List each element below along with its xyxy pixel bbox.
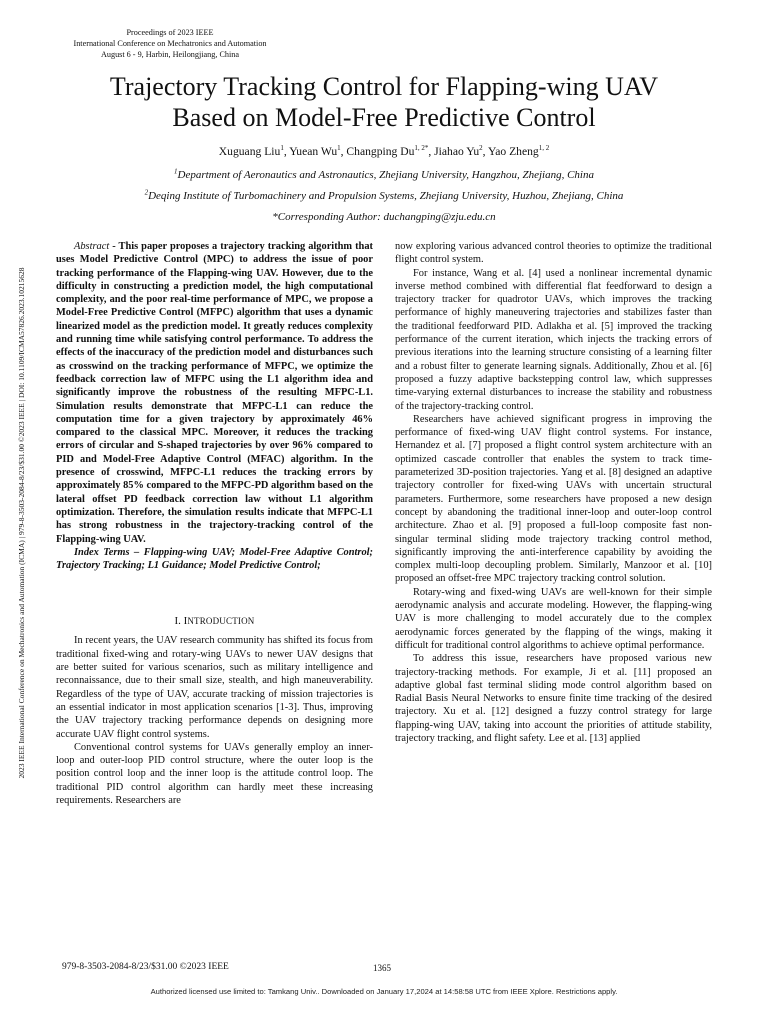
corresponding-author: *Corresponding Author: duchangping@zju.edu.cn <box>272 211 496 223</box>
affil-text: Department of Aeronautics and Astronautics, Zhejiang University, Hangzhou, Zhejiang, China <box>177 169 594 181</box>
title-line: Trajectory Tracking Control for Flapping-wing UAV <box>109 72 659 101</box>
abstract-body: - This paper proposes a trajectory tracking algorithm that uses Model Predictive Control (MPC) to address the issue of poor tracking performance of the Flapping-wing UAV. However, due to the difficulty in constructing a prediction model, the high computational complexity, and the poor real-time performance of MPC, we propose a Model-Free Predictive Control (MFPC) algorithm that uses a dynamic linearized model as the prediction model. It greatly reduces complexity and running time while satisfying control performance. To address the effects of the inaccuracy of the prediction model and disturbances such as crosswind on the tracking performance of MFPC, we optimize the feedback correction law of MFPC using the L1 algorithm idea and significantly improve the robustness of the resulting MFPC-L1. Simulation results demonstrate that MFPC-L1 can reduce the computation time for a given trajectory by approximately 46% compared to the classical MPC. Moreover, it reduces the tracking errors of circular and S-shaped trajectories by over 96% compared to PID and Model-Free Adaptive Control (MFAC) algorithm. In the presence of crosswind, MFPC-L1 reduces the tracking errors by approximately 85% compared to the MFPC-PD algorithm based on the lateral offset PD feedback correction law without L1 algorithm optimization. Therefore, the simulation results indicate that MFPC-L1 has strong robustness in the trajectory-tracking control of the Flapping-wing UAV. <box>56 241 373 545</box>
author-affil: 2 <box>479 144 483 153</box>
section-title-first: I <box>183 615 188 628</box>
sidebar-text: 2023 IEEE International Conference on Mechatronics and Automation (ICMA) | 979-8-3503-2084-8/23/$31.00 ©2023 IEEE | DOI: 10.1109/ICMA57826.2023.10215628 <box>17 267 26 779</box>
abstract-lead: Abstract <box>74 241 110 252</box>
page-number: 1365 <box>373 963 391 973</box>
section-heading <box>56 614 373 628</box>
author-affil: 1 <box>280 144 284 153</box>
body-paragraph: In recent years, the UAV research community has shifted its focus from traditional fixed-wing and rotary-wing UAVs to newer UAV designs that are better suited for various scenarios, such as military intelligence and reconnaissance, due to their small size, stealth, and high maneuverability. Regardless of the type of UAV, accurate tracking of mission trajectories is an essential indicator in most application scenarios [1-3]. Thus, improving the UAV trajectory tracking performance depends on designing more accurate UAV flight control systems. <box>56 635 373 740</box>
conference-line: August 6 - 9, Harbin, Heilongjiang, China <box>100 50 240 60</box>
body-paragraph: To address this issue, researchers have proposed various new trajectory-tracking methods. For example, Ji et al. [11] proposed an adaptive global fast terminal sliding mode control algorithm based on Radial Basis Neural Networks to ensure finite time tracking of the desired trajectory. Xu et al. [12] designed a fuzzy control strategy for large flapping-wing UAV, taking into account the priorities of attitude stability, trajectory tracking, and flight safety. Lee et al. [13] applied <box>395 653 712 744</box>
author-name: Changping Du <box>346 145 415 158</box>
affil-mark: 1 <box>174 167 178 176</box>
author-name: Jiahao Yu <box>434 145 480 158</box>
affil-mark: 2 <box>144 188 149 197</box>
right-column <box>395 240 712 745</box>
abstract <box>56 240 373 546</box>
section-title-rest: NTRODUCTION <box>187 616 255 627</box>
conference-line: Proceedings of 2023 IEEE <box>126 28 214 37</box>
index-terms: Index Terms – Flapping-wing UAV; Model-Free Adaptive Control; Trajectory Tracking; L1 Guidance; Model Predictive Control; <box>56 546 373 572</box>
author-name: Yuean Wu <box>289 145 338 158</box>
body-paragraph: For instance, Wang et al. [4] used a nonlinear incremental dynamic inverse method combined with differential flat feedforward to design a trajectory tracker for quadrotor UAVs, which improves the tracking performance of highly maneuvering trajectories and stabilizes faster than the traditional feedforward PID. Adlakha et al. [5] improved the tracking performance of the current iteration, which injects the tracking errors of previous iterations into the learning structure consisting of a learning filter and a robust filter to generate learning signals. Additionally, Zhou et al. [6] proposed a fuzzy adaptive backstepping control law, which suppresses time-varying external disturbances to increase the stability and robustness of the trajectory-tracking control. <box>395 267 712 412</box>
body-paragraph: Researchers have achieved significant progress in improving the performance of fixed-wing UAV flight control systems. For instance, Hernandez et al. [7] proposed a flight control system architecture with an optimized cascade controller that enables the system to track time-parameterized 3D-position trajectories. Yang et al. [8] designed an adaptive trajectory controller for fixed-wing UAVs with uncertain structural parameters. Furthermore, some researchers have proposed a new design concept by abandoning the traditional inner-loop and outer-loop control architecture. Zhao et al. [9] proposed a full-loop composite fast non-singular terminal sliding mode trajectory tracking control method, significantly improving the anti-interference capability by avoiding the complex multi-loop decoupling problem. Similarly, Manzoor et al. [10] proposed an offset-free MPC trajectory tracking control solution. <box>395 413 712 585</box>
doi-sidebar <box>16 158 28 888</box>
left-column <box>56 240 373 807</box>
author-affil: 1, 2 <box>538 144 550 153</box>
affiliation-2 <box>30 189 738 203</box>
author-list: Xuguang Liu$^1$, Yuean Wu$^1$, Changping $Du^{1, 2*}$, Jiahao Yu$^2$, Yao Zheng$^{1, 2}$ <box>218 144 550 158</box>
author-name: Yao Zheng <box>488 145 539 158</box>
section-number: I. <box>174 615 184 628</box>
license-notice: Authorized licensed use limited to: Tamkang Univ.. Downloaded on January 17,2024 at 14:58:58 UTC from IEEE Xplore. Restrictions apply. <box>150 987 618 996</box>
body-paragraph: Rotary-wing and fixed-wing UAVs are well-known for their simple aerodynamic analysis and accurate modeling. However, the flapping-wing UAV is more challenging to model accurately due to the complex aerodynamic forces generated by the flapping of the wings, making it difficult for traditional control algorithms to achieve optimal performance. <box>395 586 712 651</box>
title-line: Based on Model-Free Predictive Control <box>172 103 596 132</box>
conference-header <box>50 27 290 61</box>
body-paragraph: Conventional control systems for UAVs generally employ an inner-loop and outer-loop PID control structure, where the outer loop is the position control loop and the inner loop is the attitude control loop. The traditional PID control algorithm can hardly meet these increasing requirements. Researchers are <box>56 741 373 806</box>
conference-line: International Conference on Mechatronics and Automation <box>73 39 267 49</box>
body-paragraph: now exploring various advanced control theories to optimize the traditional flight control system. <box>395 241 712 266</box>
affiliation-1 <box>30 168 738 182</box>
affil-text: Deqing Institute of Turbomachinery and Propulsion Systems, Zhejiang University, Huzhou, Zhejiang, China <box>148 190 624 202</box>
author-name: Xuguang Liu <box>218 145 281 158</box>
author-affil: 1 <box>337 144 341 153</box>
footer-isbn: 979-8-3503-2084-8/23/$31.00 ©2023 IEEE <box>62 962 229 972</box>
paper-title <box>30 71 738 133</box>
author-affil: 1, 2* <box>414 144 429 153</box>
